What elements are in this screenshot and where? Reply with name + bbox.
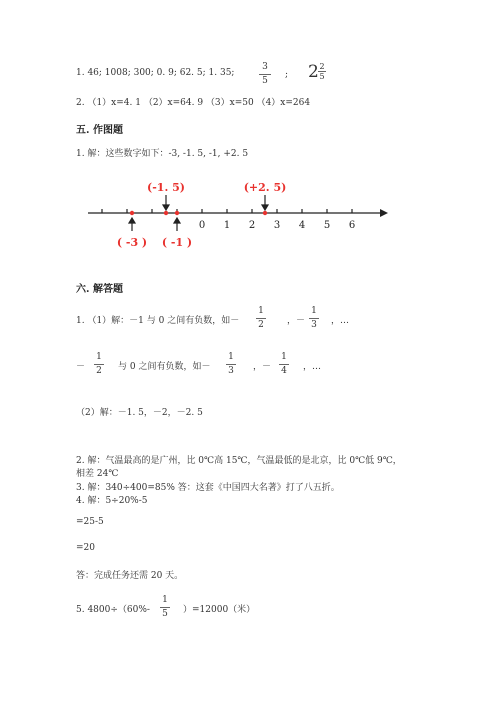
section-heading-drawing: 五. 作图题 [76, 125, 123, 136]
number-line-callouts [117, 181, 286, 249]
tick-label-4: 4 [298, 220, 306, 231]
p1-part2-answer: （2）解：－1. 5，－2，－2. 5 [76, 408, 203, 418]
point-minus-1 [175, 211, 179, 215]
mixed-number-fraction: 2 5 [319, 62, 325, 81]
fraction-one-third-2: 1 3 [226, 352, 236, 377]
p1-line-a-text: 1. （1）解：－1 与 0 之间有负数，如－ [76, 316, 240, 326]
mixed-number-whole: 2 [308, 62, 319, 82]
point-plus-2-5 [263, 211, 267, 215]
p4-line2: =25-5 [76, 517, 104, 527]
number-line-labels [199, 220, 355, 231]
point-minus-3 [130, 211, 134, 215]
point-minus-1-5 [164, 211, 168, 215]
q1-separator: ; [285, 70, 289, 80]
p1-separator-2: ，－ [253, 362, 272, 372]
p1-line-b-text: 与 0 之间有负数，如－ [118, 362, 211, 372]
tick-label-2: 2 [248, 220, 256, 231]
number-line-figure [80, 175, 390, 255]
p4-line3: =20 [76, 543, 95, 553]
p5-prefix: 5. 4800÷（60%- [76, 605, 150, 615]
tick-label-5: 5 [323, 220, 331, 231]
p1-separator-1: ，－ [287, 316, 306, 326]
fraction-one-half: 1 2 [256, 306, 266, 331]
p5-suffix: ）=12000（米） [183, 605, 256, 615]
fraction-one-fifth: 1 5 [160, 595, 170, 620]
q1-answers: 1. 46; 1008; 300; 0. 9; 62. 5; 1. 35; [76, 68, 235, 78]
p1-line-b-prefix: － [76, 362, 86, 372]
p2-answer-line2: 相差 24℃ [76, 469, 119, 479]
p4-line1: 4. 解：5÷20%-5 [76, 496, 148, 506]
callout-minus-1-5: (-1. 5) [147, 181, 185, 194]
fraction-one-third: 1 3 [309, 306, 319, 331]
tick-label-6: 6 [348, 220, 356, 231]
fraction-three-fifths: 3 5 [259, 62, 271, 87]
p3-answer: 3. 解：340÷400=85% 答：这套《中国四大名著》打了八五折。 [76, 483, 340, 493]
tick-label-0: 0 [198, 220, 206, 231]
p1-ellipsis-2: ，… [303, 362, 322, 372]
tick-label-1: 1 [223, 220, 231, 231]
drawing-answer-text: 1. 解：这些数字如下：-3, -1. 5, -1, +2. 5 [76, 149, 249, 159]
p2-answer-line1: 2. 解：气温最高的是广州，比 0℃高 15℃，气温最低的是北京，比 0℃低 9℃， [76, 456, 402, 466]
fraction-one-half-2: 1 2 [94, 352, 104, 377]
tick-label-3: 3 [273, 220, 281, 231]
p1-ellipsis-1: ，… [331, 316, 350, 326]
p4-answer: 答：完成任务还需 20 天。 [76, 571, 184, 581]
callout-plus-2-5: (+2. 5) [243, 181, 287, 194]
callout-minus-1: ( -1 ) [161, 236, 193, 249]
fraction-one-quarter: 1 4 [279, 352, 289, 377]
q2-answers: 2. （1）x=4. 1 （2）x=64. 9 （3）x=50 （4）x=264 [76, 98, 311, 108]
callout-minus-3: ( -3 ) [116, 236, 148, 249]
section-heading-solutions: 六. 解答题 [76, 284, 123, 295]
